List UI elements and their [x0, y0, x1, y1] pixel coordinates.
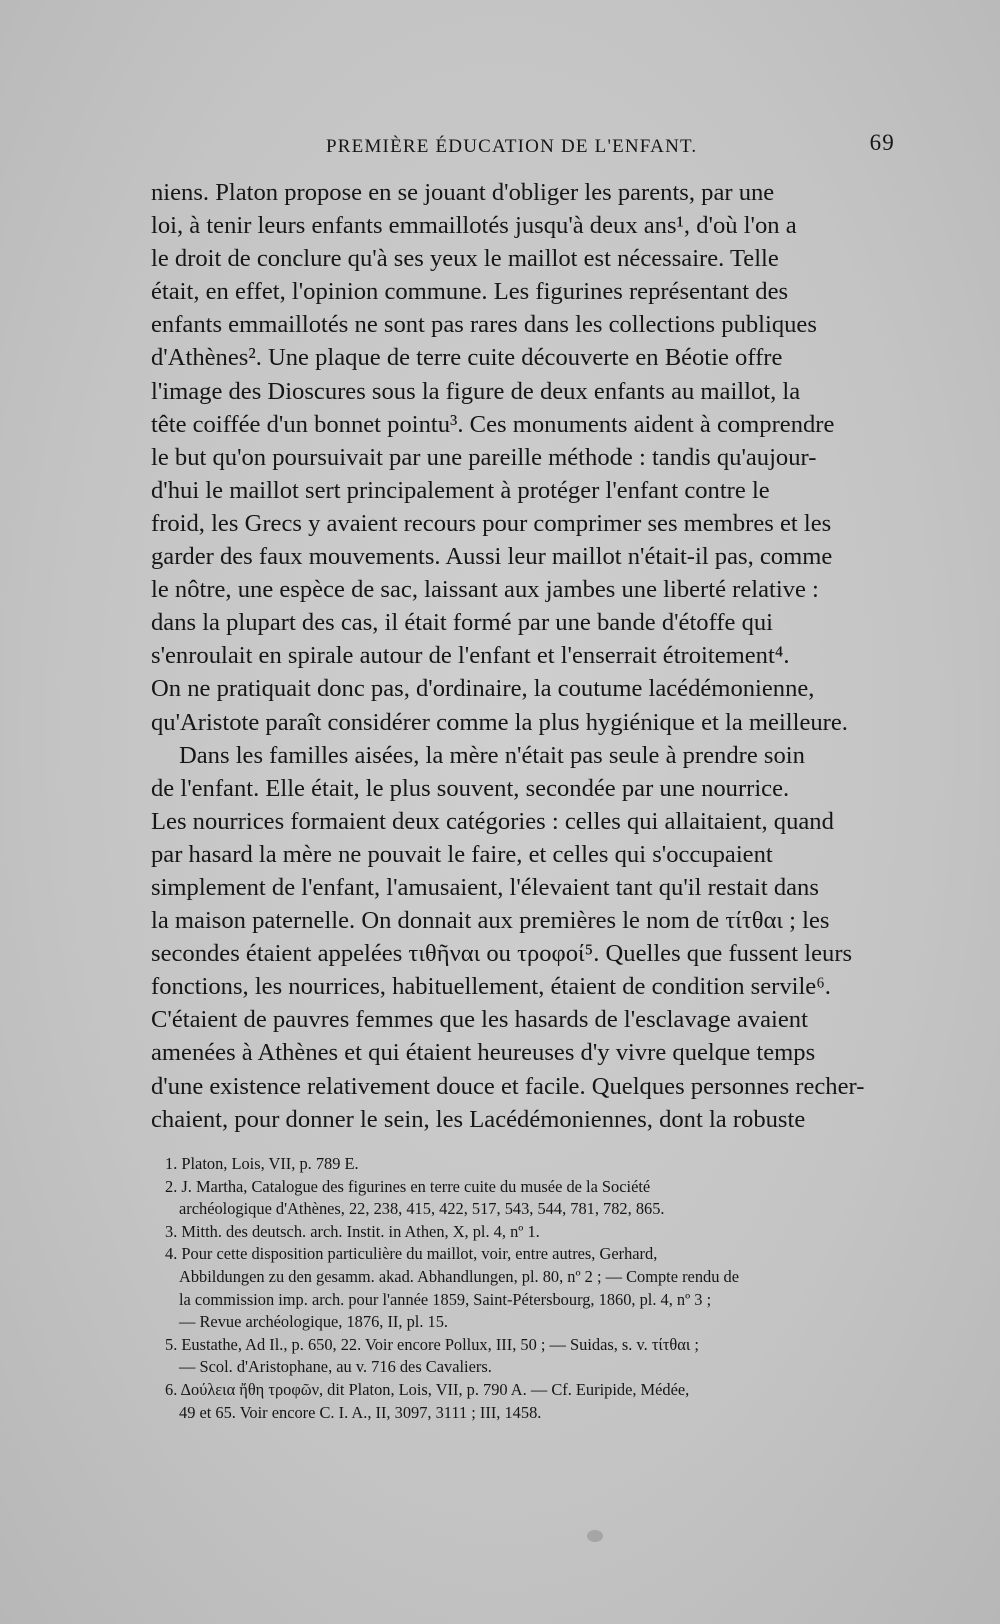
text-line: chaient, pour donner le sein, les Lacédémoniennes, dont la robuste — [151, 1105, 806, 1133]
footnote-line: 4. Pour cette disposition particulière du maillot, voir, entre autres, Gerhard, — [165, 1244, 658, 1264]
text-line: Les nourrices formaient deux catégories : celles qui allaitaient, quand — [151, 807, 834, 835]
text-line: garder des faux mouvements. Aussi leur maillot n'était-il pas, comme — [151, 543, 833, 571]
text-line: fonctions, les nourrices, habituellement, étaient de condition servile⁶. — [151, 973, 831, 1001]
text-line: niens. Platon propose en se jouant d'obliger les parents, par une — [151, 179, 775, 206]
text-line: de l'enfant. Elle était, le plus souvent, secondée par une nourrice. — [151, 774, 790, 802]
footnotes — [165, 1153, 915, 1424]
text-line: enfants emmaillotés ne sont pas rares dans les collections publiques — [151, 311, 817, 339]
running-head — [150, 130, 895, 164]
text-line: tête coiffée d'un bonnet pointu³. Ces monuments aident à comprendre — [151, 410, 835, 438]
footnote-line: la commission imp. arch. pour l'année 1859, Saint-Pétersbourg, 1860, pl. 4, nº 3 ; — [179, 1289, 712, 1309]
text-line: On ne pratiquait donc pas, d'ordinaire, la coutume lacédémonienne, — [151, 675, 815, 703]
text-line: était, en effet, l'opinion commune. Les figurines représentant des — [151, 278, 789, 306]
text-line: d'hui le maillot sert principalement à protéger l'enfant contre le — [151, 476, 770, 504]
footnote-line: 3. Mitth. des deutsch. arch. Instit. in Athen, X, pl. 4, nº 1. — [165, 1221, 540, 1241]
text-line: froid, les Grecs y avaient recours pour comprimer ses membres et les — [151, 509, 832, 537]
text-line: la maison paternelle. On donnait aux premières le nom de τίτθαι ; les — [151, 907, 830, 935]
footnote-line: — Revue archéologique, 1876, II, pl. 15. — [179, 1312, 449, 1332]
text-line: loi, à tenir leurs enfants emmaillotés jusqu'à deux ans¹, d'où l'on a — [151, 212, 797, 240]
text-line: d'une existence relativement douce et facile. Quelques personnes recher- — [151, 1072, 865, 1100]
footnote-line: 5. Eustathe, Ad Il., p. 650, 22. Voir encore Pollux, III, 50 ; — Suidas, s. v. τίτθαι ; — [165, 1334, 699, 1354]
text-line: C'étaient de pauvres femmes que les hasards de l'esclavage avaient — [151, 1006, 808, 1034]
text-line: secondes étaient appelées τιθῆναι ou τροφοί⁵. Quelles que fussent leurs — [151, 940, 853, 968]
text-line: qu'Aristote paraît considérer comme la plus hygiénique et la meilleure. — [151, 708, 848, 736]
footnote-line: archéologique d'Athènes, 22, 238, 415, 422, 517, 543, 544, 781, 782, 865. — [179, 1199, 665, 1219]
footnote-line: 1. Platon, Lois, VII, p. 789 E. — [165, 1154, 359, 1173]
running-title: PREMIÈRE ÉDUCATION DE L'ENFANT. — [326, 136, 698, 157]
footnote-line: 49 et 65. Voir encore C. I. A., II, 3097, 3111 ; III, 1458. — [179, 1402, 542, 1422]
body-text — [151, 176, 911, 1136]
footnote-line: 2. J. Martha, Catalogue des figurines en terre cuite du musée de la Société — [165, 1176, 651, 1196]
text-line: le droit de conclure qu'à ses yeux le maillot est nécessaire. Telle — [151, 245, 779, 273]
ink-blot — [587, 1530, 603, 1542]
footnote-line: — Scol. d'Aristophane, au v. 716 des Cavaliers. — [179, 1357, 492, 1377]
text-line: l'image des Dioscures sous la figure de deux enfants au maillot, la — [151, 377, 801, 405]
page-number: 69 — [869, 130, 895, 155]
text-line: le but qu'on poursuivait par une pareille méthode : tandis qu'aujour- — [151, 443, 817, 471]
footnote-line: Abbildungen zu den gesamm. akad. Abhandlungen, pl. 80, nº 2 ; — Compte rendu de — [179, 1266, 739, 1286]
text-line: s'enroulait en spirale autour de l'enfant et l'enserrait étroitement⁴. — [151, 642, 790, 670]
footnote-line: 6. Δούλεια ἤθη τροφῶν, dit Platon, Lois, VII, p. 790 A. — Cf. Euripide, Médée, — [165, 1379, 690, 1399]
text-line: dans la plupart des cas, il était formé par une bande d'étoffe qui — [151, 609, 774, 637]
text-line: le nôtre, une espèce de sac, laissant aux jambes une liberté relative : — [151, 576, 819, 604]
text-line: amenées à Athènes et qui étaient heureuses d'y vivre quelque temps — [151, 1039, 816, 1067]
text-line: d'Athènes². Une plaque de terre cuite découverte en Béotie offre — [151, 344, 783, 372]
paragraph-start-line: Dans les familles aisées, la mère n'était pas seule à prendre soin — [179, 741, 805, 769]
text-line: par hasard la mère ne pouvait le faire, et celles qui s'occupaient — [151, 840, 773, 868]
text-line: simplement de l'enfant, l'amusaient, l'élevaient tant qu'il restait dans — [151, 873, 819, 901]
